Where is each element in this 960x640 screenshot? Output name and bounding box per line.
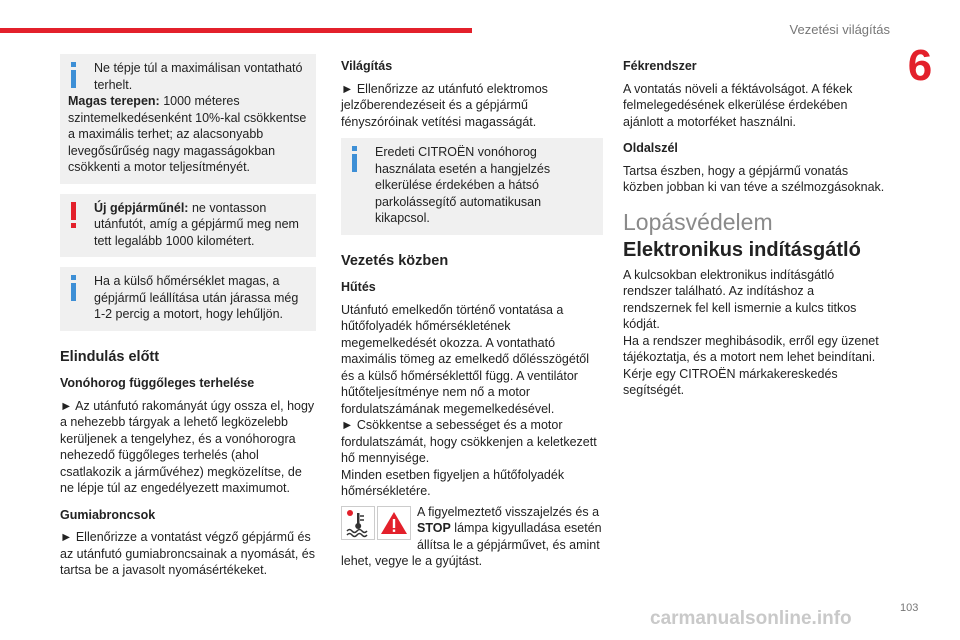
paragraph: Kérje egy CITROËN márkakereskedés segítségét. bbox=[623, 366, 838, 397]
info-text: Ha a külső hőmérséklet magas, a gépjármű leállítása után járassa még 1-2 percig a motort, hogy lehűljön. bbox=[94, 274, 299, 321]
heading-before-start: Elindulás előtt bbox=[60, 348, 160, 365]
info-icon bbox=[68, 275, 80, 301]
info-line: Ne tépje túl a maximálisan vontatható terhelt. bbox=[94, 61, 303, 92]
paragraph: ► Ellenőrizze az utánfutó elektromos jelzőberendezéseit és a gépjármű fényszóróinak vetítési magasságát. bbox=[341, 81, 548, 129]
info-box-1 bbox=[60, 54, 316, 184]
header-accent-bar bbox=[0, 28, 472, 33]
warning-icon bbox=[68, 202, 80, 228]
paragraph: ► Az utánfutó rakományát úgy ossza el, hogy a nehezebb tárgyak a lehető legközelebb kerüljenek a tengelyhez, és a vonóhorogra nehezedő függőleges terhelés (ahol csatlakozik a járművéhez) megközelítse, de ne lépje túl az engedélyezett maximumot. bbox=[60, 398, 315, 495]
coolant-temperature-icon bbox=[341, 506, 375, 540]
subheading-cooling: Hűtés bbox=[341, 280, 376, 294]
info-icon bbox=[68, 62, 80, 88]
subheading-tow-load: Vonóhorog függőleges terhelése bbox=[60, 376, 255, 390]
paragraph: Utánfutó emelkedőn történő vontatása a hűtőfolyadék hőmérsékletének megemelkedését okozza. A vontatható maximális tömeg az emelkedő dőlésszögétől és a külső hőmérséklettől függ. A ventilátor hűtőteljesítménye nem nő a motor fordulatszámának megemelkedésével. bbox=[341, 302, 590, 416]
subheading-crosswind: Oldalszél bbox=[623, 141, 678, 155]
warning-text: Új gépjárműnél: ne vontasson utánfutót, amíg a gépjármű meg nem tett legalább 1000 kilométert. bbox=[94, 200, 299, 248]
info-box-2 bbox=[60, 267, 316, 331]
column-2 bbox=[341, 54, 603, 570]
paragraph: ► Csökkentse a sebességet és a motor fordulatszámát, hogy csökkenjen a keletkezett hő mennyisége. bbox=[341, 418, 597, 465]
info-box-3 bbox=[341, 138, 603, 235]
paragraph: Ha a rendszer meghibásodik, erről egy üzenet tájékoztatja, és a motort nem lehet beindítani. bbox=[623, 333, 879, 364]
heading-immobiliser: Elektronikus indításgátló bbox=[623, 239, 861, 261]
warning-triangle-icon bbox=[377, 506, 411, 540]
info-text: Eredeti CITROËN vonóhorog használata esetén a hangjelzés elkerülése érdekében a hátsó parkolássegítő automatikusan kikapcsol. bbox=[375, 145, 551, 225]
info-icon bbox=[349, 146, 361, 172]
section-anti-theft: Lopásvédelem bbox=[623, 208, 773, 235]
subheading-tyres: Gumiabroncsok bbox=[60, 507, 156, 522]
heading-while-driving: Vezetés közben bbox=[341, 252, 449, 269]
warning-lights-row bbox=[341, 504, 603, 570]
paragraph: A vontatás növeli a féktávolságot. A fékek felmelegedésének elkerülése érdekében ajánlott a motorféket használni. bbox=[623, 81, 853, 129]
paragraph: ► Ellenőrizze a vontatást végző gépjármű és az utánfutó gumiabroncsainak a nyomását, és tartsa be a javasolt nyomásértékeket. bbox=[60, 530, 316, 577]
warning-box bbox=[60, 194, 316, 258]
paragraph: A kulcsokban elektronikus indításgátló rendszer található. Az indításhoz a rendszernek fel kell ismernie a kulcs titkos kódját. bbox=[623, 267, 857, 331]
subheading-lighting: Világítás bbox=[341, 59, 393, 73]
paragraph: A figyelmeztető visszajelzés és a STOP lámpa kigyulladása esetén állítsa le a gépjárművet, és amint lehet, vegye le a gyújtást. bbox=[341, 504, 602, 568]
column-3 bbox=[623, 54, 885, 399]
page-number: 103 bbox=[900, 602, 919, 614]
section-title: Vezetési világítás bbox=[789, 22, 890, 37]
column-1 bbox=[60, 54, 316, 585]
info-paragraph: Magas terepen: 1000 méteres szintemelkedésenként 10%-kal csökkentse a maximális terhet; az alacsonyabb levegősűrűség nagy magasságokban csökkenti a motor teljesítményét. bbox=[68, 94, 307, 174]
warning-icons bbox=[341, 506, 411, 540]
paragraph: Minden esetben figyeljen a hűtőfolyadék hőmérsékletére. bbox=[341, 467, 565, 498]
subheading-brakes: Fékrendszer bbox=[623, 59, 697, 73]
paragraph: Tartsa észben, hogy a gépjármű vonatás közben jobban ki van téve a szélmozgásoknak. bbox=[623, 163, 885, 194]
watermark: carmanualsonline.info bbox=[650, 608, 852, 629]
chapter-number: 6 bbox=[907, 41, 933, 90]
